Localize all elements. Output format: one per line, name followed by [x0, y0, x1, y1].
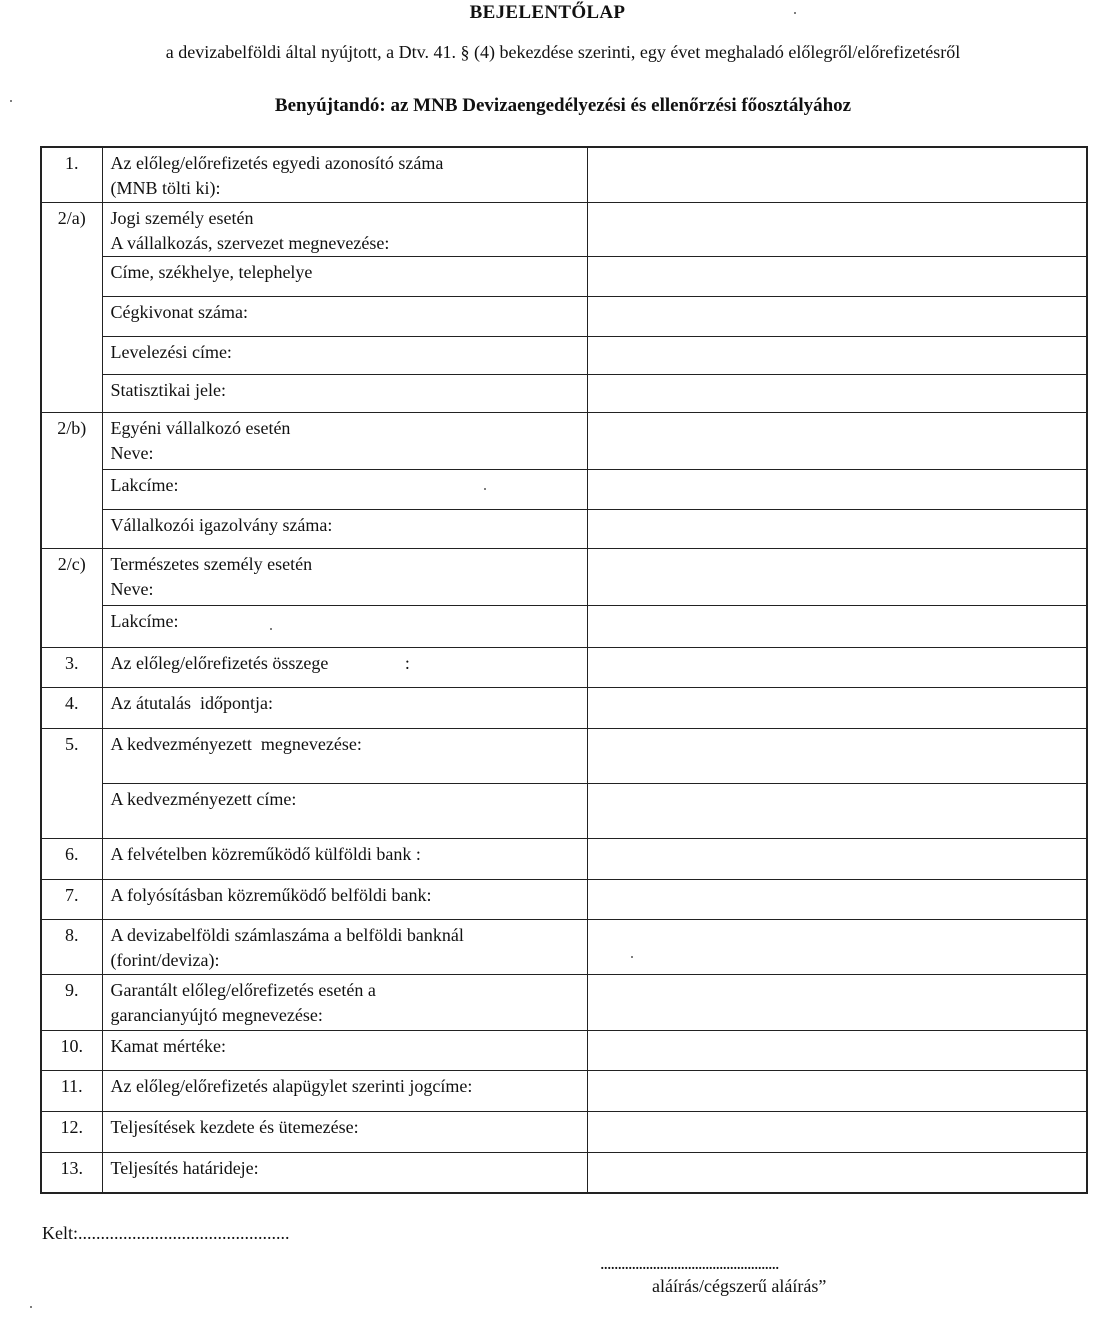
row-value-field[interactable]	[587, 336, 1087, 374]
row-label-line: Az előleg/előrefizetés egyedi azonosító száma	[110, 153, 444, 173]
scan-speck	[484, 488, 486, 490]
row-label-line: A kedvezményezett címe:	[110, 788, 297, 809]
row-number: 8.	[41, 919, 102, 974]
form-row	[41, 1152, 1087, 1193]
row-value-field[interactable]	[587, 509, 1087, 548]
row-value-field[interactable]	[587, 605, 1087, 647]
row-value-field[interactable]	[587, 374, 1087, 412]
row-number: 13.	[41, 1152, 102, 1193]
row-value-field[interactable]	[587, 783, 1087, 838]
row-label-line: (forint/deviza):	[110, 949, 220, 970]
form-row	[41, 256, 1087, 296]
row-label-line: A vállalkozás, szervezet megnevezése:	[110, 232, 390, 253]
row-label-line: Az előleg/előrefizetés alapügylet szerinti jogcíme:	[110, 1075, 473, 1096]
row-label-line: Teljesítések kezdete és ütemezése:	[110, 1116, 359, 1137]
row-label-line: A devizabelföldi számlaszáma a belföldi banknál	[110, 924, 464, 945]
row-label-line: Természetes személy esetén	[110, 553, 313, 574]
row-label-line: garancianyújtó megnevezése:	[110, 1004, 323, 1025]
row-label-line: Cégkivonat száma:	[110, 301, 248, 322]
row-number: 6.	[41, 838, 102, 879]
row-number: 2/c)	[41, 548, 102, 647]
form-row	[41, 469, 1087, 509]
row-label-line: Neve:	[110, 578, 154, 599]
row-label	[102, 783, 587, 838]
row-value-field[interactable]	[587, 1070, 1087, 1111]
row-label-line: Neve:	[110, 442, 154, 463]
row-value-field[interactable]	[587, 687, 1087, 728]
form-row	[41, 548, 1087, 605]
row-label-line: A folyósításban közreműködő belföldi bank:	[110, 884, 432, 905]
row-number: 2/a)	[41, 202, 102, 412]
row-label	[102, 202, 587, 256]
row-value-field[interactable]	[587, 296, 1087, 336]
row-number: 2/b)	[41, 412, 102, 548]
form-row	[41, 296, 1087, 336]
form-row	[41, 336, 1087, 374]
row-number: 5.	[41, 728, 102, 838]
row-value-field[interactable]	[587, 647, 1087, 687]
row-label	[102, 687, 587, 728]
form-row	[41, 509, 1087, 548]
row-label-line: (MNB tölti ki):	[110, 178, 221, 198]
row-label	[102, 412, 587, 469]
scan-speck	[10, 100, 12, 102]
row-label	[102, 919, 587, 974]
row-value-field[interactable]	[587, 147, 1087, 202]
row-label-line: Jogi személy esetén	[110, 207, 254, 228]
signature-line[interactable]: ...................................................	[600, 1253, 779, 1273]
scan-speck	[631, 956, 633, 958]
row-label	[102, 1111, 587, 1152]
signature-label: aláírás/cégszerű aláírás”	[652, 1276, 827, 1296]
form-row	[41, 974, 1087, 1030]
row-label	[102, 974, 587, 1030]
row-label-line: Címe, székhelye, telephelye	[110, 261, 313, 282]
row-label-line: Kamat mértéke:	[110, 1035, 226, 1056]
row-label	[102, 647, 587, 687]
row-value-field[interactable]	[587, 469, 1087, 509]
row-number: 9.	[41, 974, 102, 1030]
row-value-field[interactable]	[587, 919, 1087, 974]
row-label-line: Lakcíme:	[110, 610, 179, 631]
row-label	[102, 548, 587, 605]
scan-speck	[30, 1306, 32, 1308]
row-value-field[interactable]	[587, 412, 1087, 469]
row-number: 10.	[41, 1030, 102, 1070]
row-value-field[interactable]	[587, 728, 1087, 783]
row-label	[102, 605, 587, 647]
row-label	[102, 1152, 587, 1193]
row-value-field[interactable]	[587, 1152, 1087, 1193]
row-label-line: Garantált előleg/előrefizetés esetén a	[110, 979, 376, 1000]
row-number: 11.	[41, 1070, 102, 1111]
row-number: 1.	[41, 147, 102, 202]
row-label-line: Az előleg/előrefizetés összege :	[110, 652, 410, 673]
row-label	[102, 728, 587, 783]
form-row	[41, 605, 1087, 647]
row-value-field[interactable]	[587, 974, 1087, 1030]
row-value-field[interactable]	[587, 838, 1087, 879]
form-row	[41, 412, 1087, 469]
date-place-field[interactable]: Kelt:...............................................	[42, 1223, 290, 1243]
form-row	[41, 838, 1087, 879]
form-row	[41, 202, 1087, 256]
row-label	[102, 509, 587, 548]
row-value-field[interactable]	[587, 256, 1087, 296]
row-label	[102, 1030, 587, 1070]
row-label	[102, 1070, 587, 1111]
form-row	[41, 919, 1087, 974]
row-label-line: A kedvezményezett megnevezése:	[110, 733, 362, 754]
form-subtitle: a devizabelföldi által nyújtott, a Dtv. 41. § (4) bekezdése szerinti, egy évet meghaladó előlegről/előrefizetésről	[165, 42, 961, 62]
row-label-line: Az átutalás időpontja:	[110, 692, 273, 713]
row-label	[102, 256, 587, 296]
row-label	[102, 336, 587, 374]
row-label-line: Egyéni vállalkozó esetén	[110, 417, 291, 438]
form-row	[41, 1030, 1087, 1070]
row-label	[102, 469, 587, 509]
row-label-line: Teljesítés határideje:	[110, 1157, 259, 1178]
row-label	[102, 296, 587, 336]
row-value-field[interactable]	[587, 1030, 1087, 1070]
row-number: 4.	[41, 687, 102, 728]
scan-speck	[794, 12, 796, 14]
form-row	[41, 374, 1087, 412]
row-value-field[interactable]	[587, 202, 1087, 256]
row-value-field[interactable]	[587, 1111, 1087, 1152]
form-row	[41, 1111, 1087, 1152]
row-label	[102, 838, 587, 879]
row-label-line: Vállalkozói igazolvány száma:	[110, 514, 333, 535]
row-label-line: Levelezési címe:	[110, 341, 232, 362]
row-label	[102, 879, 587, 919]
row-number: 3.	[41, 647, 102, 687]
form-addressee: Benyújtandó: az MNB Devizaengedélyezési és ellenőrzési főosztályához	[274, 95, 852, 116]
row-label-line: A felvételben közreműködő külföldi bank :	[110, 843, 421, 864]
form-row	[41, 147, 1087, 202]
row-label	[102, 374, 587, 412]
declaration-table	[40, 146, 1088, 1194]
row-label	[102, 147, 587, 202]
scan-speck	[270, 628, 272, 630]
form-row	[41, 728, 1087, 783]
form-row	[41, 879, 1087, 919]
row-label-line: Statisztikai jele:	[110, 379, 226, 400]
row-number: 7.	[41, 879, 102, 919]
row-number: 12.	[41, 1111, 102, 1152]
form-row	[41, 687, 1087, 728]
row-label-line: Lakcíme:	[110, 474, 179, 495]
row-value-field[interactable]	[587, 879, 1087, 919]
form-row	[41, 647, 1087, 687]
form-title: BEJELENTŐLAP	[469, 2, 626, 23]
form-row	[41, 783, 1087, 838]
row-value-field[interactable]	[587, 548, 1087, 605]
form-row	[41, 1070, 1087, 1111]
